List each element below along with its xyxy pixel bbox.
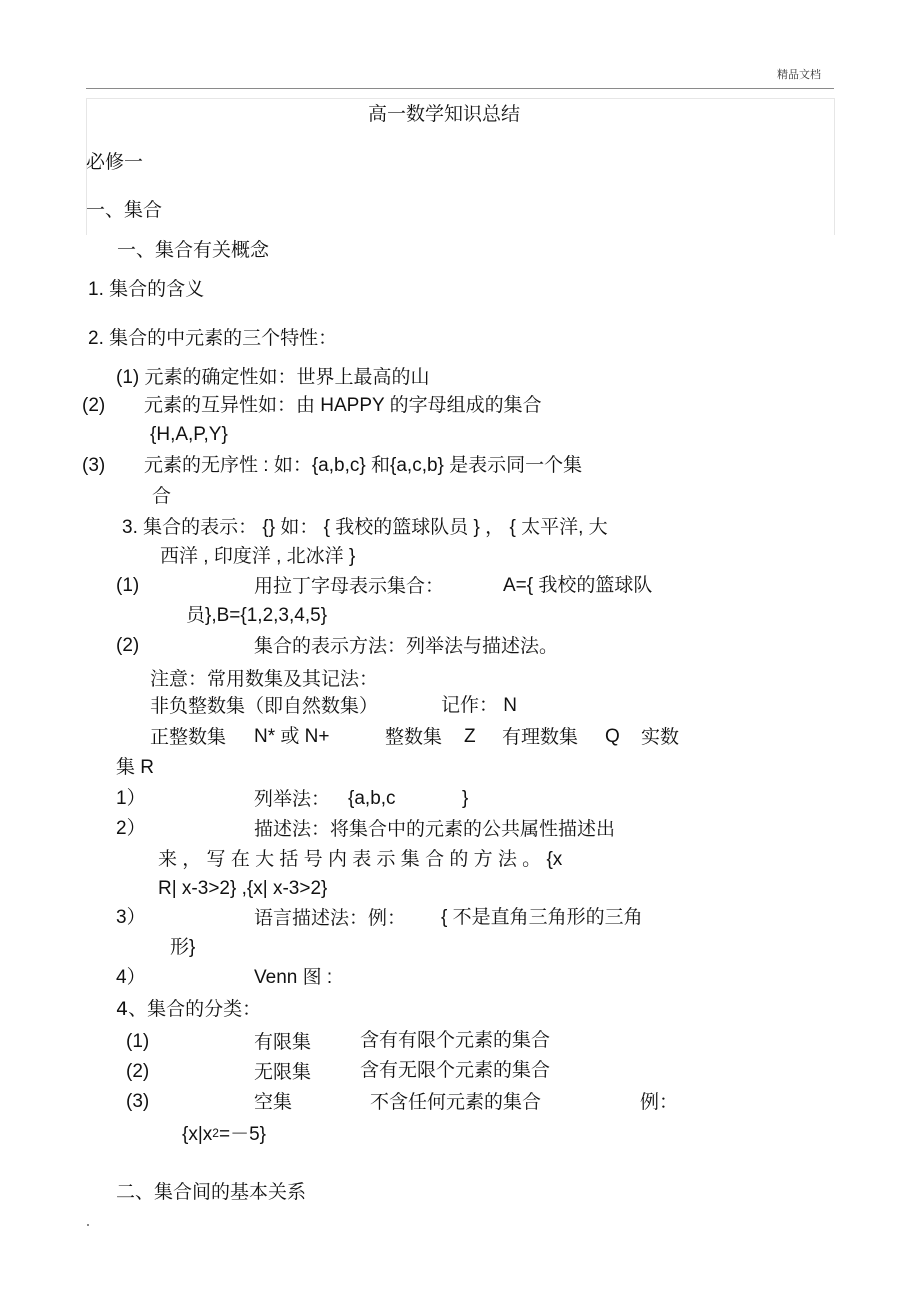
property-2-number: (2): [82, 395, 106, 416]
method-3-number: 3）: [116, 907, 146, 928]
header-rule: [86, 88, 834, 89]
reals-symbol: 集 R: [116, 757, 155, 778]
class-3-desc: 不含任何元素的集合: [370, 1091, 542, 1113]
doc-title: 高一数学知识总结: [368, 103, 521, 125]
method-4-text: Venn 图 :: [254, 967, 333, 988]
representation-1-number: (1): [116, 575, 140, 596]
method-3-text: 语言描述法：例：: [254, 907, 407, 929]
class-3-name: 空集: [254, 1091, 293, 1113]
class-3-example-exponent: 2: [212, 1126, 219, 1140]
positive-integers: 正整数集: [150, 726, 227, 748]
property-2-example: {H,A,P,Y}: [150, 424, 228, 445]
positive-integers-symbol: N* 或 N+: [254, 726, 330, 747]
integers-symbol: Z: [464, 726, 476, 747]
rationals: 有理数集: [502, 726, 579, 748]
method-2-continued: 来 ， 写 在 大 括 号 内 表 示 集 合 的 方 法 。 {x: [158, 849, 563, 870]
section-2-heading: 二、集合间的基本关系: [116, 1181, 307, 1203]
representation-1-example: A={ 我校的篮球队: [503, 575, 653, 596]
property-3-number: (3): [82, 455, 106, 476]
class-3-example-label: 例：: [640, 1091, 679, 1113]
class-3-number: (3): [126, 1091, 150, 1112]
method-3-continued: 形}: [170, 937, 196, 958]
representation-1-text: 用拉丁字母表示集合：: [254, 575, 445, 597]
representation-1-continued: 员},B={1,2,3,4,5}: [186, 605, 328, 626]
method-1-number: 1）: [116, 788, 146, 809]
item-3-continued: 西洋 , 印度洋 , 北冰洋 }: [160, 546, 356, 567]
method-2-example: R| x-3>2} ,{x| x-3>2}: [158, 878, 328, 899]
method-1-close: }: [462, 788, 469, 809]
class-3-example-rhs: =－5}: [218, 1124, 266, 1145]
item-2: 2. 集合的中元素的三个特性：: [88, 328, 338, 349]
part-heading: 必修一: [86, 151, 144, 173]
item-3: 3. 集合的表示： {} 如： { 我校的篮球队员 } ， { 太平洋, 大: [122, 517, 608, 538]
footer-dot: [87, 1224, 89, 1226]
note-line: 注意：常用数集及其记法：: [150, 668, 379, 690]
nonnegative-integers: 非负整数集（即自然数集）: [150, 695, 379, 717]
method-1-example: {a,b,c: [348, 788, 396, 809]
class-3-example: [182, 1123, 266, 1147]
property-1: (1) 元素的确定性如：世界上最高的山: [116, 367, 430, 388]
method-3-example: { 不是直角三角形的三角: [441, 907, 643, 928]
class-2-name: 无限集: [254, 1061, 312, 1083]
class-2-desc: 含有无限个元素的集合: [360, 1059, 551, 1081]
integers: 整数集: [385, 726, 443, 748]
method-2-number: 2）: [116, 818, 146, 839]
method-2-text: 描述法：将集合中的元素的公共属性描述出: [254, 818, 616, 840]
section-heading: 一、集合有关概念: [117, 239, 270, 261]
method-1-text: 列举法：: [254, 788, 331, 810]
property-2-text: 元素的互异性如：由 HAPPY 的字母组成的集合: [144, 395, 542, 416]
class-1-desc: 含有有限个元素的集合: [360, 1029, 551, 1051]
property-3-text: 元素的无序性 : 如：{a,b,c} 和{a,c,b} 是表示同一个集: [144, 455, 583, 476]
rationals-symbol: Q: [605, 726, 620, 747]
item-4: 4、集合的分类：: [116, 998, 262, 1020]
method-4-number: 4）: [116, 967, 146, 988]
class-2-number: (2): [126, 1061, 150, 1082]
class-3-example-lhs: {x|x: [182, 1124, 213, 1145]
nonnegative-integers-symbol: 记作： N: [441, 695, 518, 716]
representation-2-text: 集合的表示方法：列举法与描述法。: [254, 635, 559, 657]
property-3-continued: 合: [152, 485, 172, 507]
class-1-name: 有限集: [254, 1031, 312, 1053]
representation-2-number: (2): [116, 635, 140, 656]
class-1-number: (1): [126, 1031, 150, 1052]
item-1: 1. 集合的含义: [88, 279, 205, 300]
header-watermark: 精品文档: [777, 68, 821, 81]
chapter-heading: 一、集合: [86, 199, 163, 221]
reals: 实数: [641, 726, 680, 748]
